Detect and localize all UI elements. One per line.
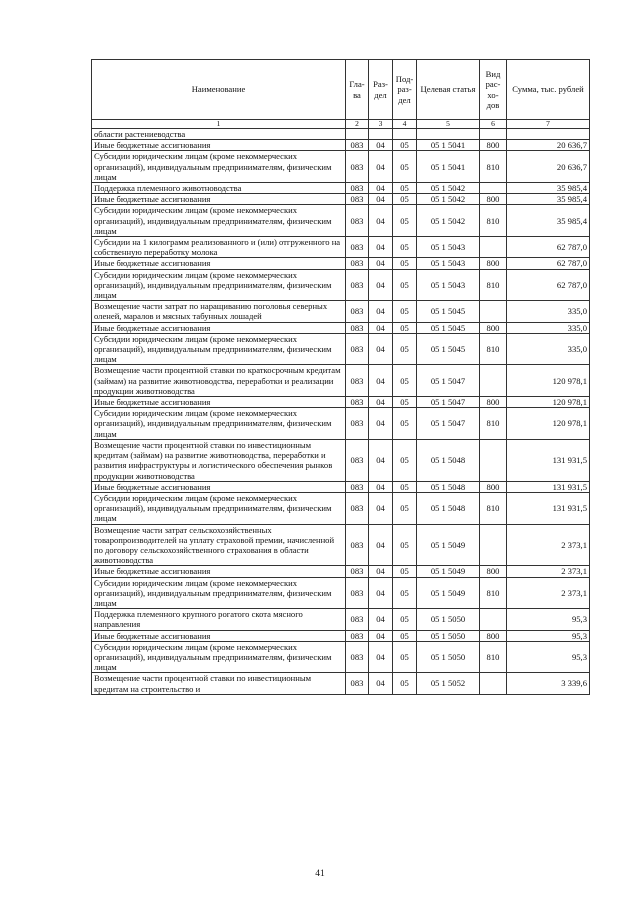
cell-razdel: 04 [369,183,393,194]
cell-name: Субсидии на 1 килограмм реализованного и (или) отгруженного на собственную переработку молока [92,237,346,258]
cell-statya: 05 1 5047 [417,408,480,440]
cell-statya: 05 1 5050 [417,630,480,641]
cell-razdel: 04 [369,408,393,440]
cell-glava: 083 [346,524,369,566]
cell-razdel: 04 [369,524,393,566]
cell-glava: 083 [346,183,369,194]
cell-podrazdel: 05 [393,641,417,673]
cell-name: Иные бюджетные ассигнования [92,630,346,641]
cell-summa: 120 978,1 [507,408,590,440]
cell-name: Возмещение части процентной ставки по инвестиционным кредитам на строительство и [92,673,346,694]
cell-summa: 335,0 [507,333,590,365]
cell-vid: 800 [480,258,507,269]
cell-podrazdel: 05 [393,333,417,365]
column-number: 5 [417,120,480,129]
cell-glava: 083 [346,205,369,237]
table-row [92,609,590,630]
cell-podrazdel: 05 [393,301,417,322]
cell-name: Субсидии юридическим лицам (кроме некоммерческих организаций), индивидуальным предпринимателям, физическим лицам [92,492,346,524]
cell-name: Возмещение части процентной ставки по инвестиционным кредитам (займам) на развитие животноводства, переработки и развития инфраструктуры и логистического обеспечения рынков продукции животноводства [92,439,346,481]
table-row [92,673,590,694]
column-number: 2 [346,120,369,129]
header-glava: Гла-ва [346,60,369,120]
cell-summa: 2 373,1 [507,566,590,577]
cell-razdel: 04 [369,673,393,694]
cell-podrazdel: 05 [393,365,417,397]
table-row [92,577,590,609]
cell-podrazdel: 05 [393,205,417,237]
cell-statya [417,129,480,140]
cell-vid [480,237,507,258]
cell-summa: 2 373,1 [507,524,590,566]
cell-podrazdel: 05 [393,237,417,258]
cell-vid: 800 [480,397,507,408]
cell-statya: 05 1 5050 [417,609,480,630]
cell-razdel [369,129,393,140]
cell-statya: 05 1 5052 [417,673,480,694]
cell-name: Иные бюджетные ассигнования [92,194,346,205]
cell-name: Поддержка племенного животноводства [92,183,346,194]
cell-razdel: 04 [369,322,393,333]
cell-podrazdel: 05 [393,609,417,630]
cell-statya: 05 1 5041 [417,140,480,151]
cell-vid [480,365,507,397]
cell-summa: 62 787,0 [507,258,590,269]
cell-podrazdel: 05 [393,408,417,440]
cell-razdel: 04 [369,269,393,301]
cell-name: Иные бюджетные ассигнования [92,566,346,577]
table-header-row [92,60,590,120]
header-summa: Сумма, тыс. рублей [507,60,590,120]
cell-name: Субсидии юридическим лицам (кроме некоммерческих организаций), индивидуальным предпринимателям, физическим лицам [92,577,346,609]
cell-statya: 05 1 5043 [417,237,480,258]
header-name: Наименование [92,60,346,120]
cell-glava: 083 [346,609,369,630]
cell-name: Субсидии юридическим лицам (кроме некоммерческих организаций), индивидуальным предпринимателям, физическим лицам [92,269,346,301]
cell-vid [480,129,507,140]
cell-glava: 083 [346,301,369,322]
cell-vid: 800 [480,630,507,641]
cell-glava: 083 [346,194,369,205]
table-row [92,524,590,566]
cell-razdel: 04 [369,258,393,269]
column-number: 4 [393,120,417,129]
cell-summa: 120 978,1 [507,365,590,397]
cell-statya: 05 1 5050 [417,641,480,673]
table-row [92,322,590,333]
cell-vid: 800 [480,481,507,492]
cell-podrazdel: 05 [393,566,417,577]
cell-vid: 810 [480,205,507,237]
cell-summa: 95,3 [507,609,590,630]
cell-summa: 120 978,1 [507,397,590,408]
cell-podrazdel: 05 [393,140,417,151]
header-vid: Вид рас-хо-дов [480,60,507,120]
cell-glava: 083 [346,481,369,492]
cell-podrazdel: 05 [393,183,417,194]
column-number: 1 [92,120,346,129]
cell-summa: 3 339,6 [507,673,590,694]
cell-glava: 083 [346,397,369,408]
cell-vid: 810 [480,333,507,365]
cell-name: Иные бюджетные ассигнования [92,258,346,269]
cell-vid: 800 [480,140,507,151]
cell-glava [346,129,369,140]
column-number: 3 [369,120,393,129]
cell-razdel: 04 [369,151,393,183]
cell-razdel: 04 [369,641,393,673]
cell-podrazdel: 05 [393,258,417,269]
cell-razdel: 04 [369,397,393,408]
table-row [92,129,590,140]
cell-razdel: 04 [369,333,393,365]
cell-podrazdel: 05 [393,194,417,205]
cell-razdel: 04 [369,609,393,630]
cell-vid [480,673,507,694]
page-number: 41 [315,869,325,879]
table-row [92,194,590,205]
cell-statya: 05 1 5045 [417,301,480,322]
table-row [92,237,590,258]
table-row [92,205,590,237]
cell-vid: 810 [480,577,507,609]
cell-statya: 05 1 5048 [417,439,480,481]
cell-name: Иные бюджетные ассигнования [92,481,346,492]
cell-podrazdel: 05 [393,269,417,301]
table-row [92,269,590,301]
cell-vid [480,439,507,481]
cell-name: Субсидии юридическим лицам (кроме некоммерческих организаций), индивидуальным предпринимателям, физическим лицам [92,408,346,440]
table-row [92,566,590,577]
cell-vid: 800 [480,322,507,333]
table-row [92,140,590,151]
cell-name: Иные бюджетные ассигнования [92,397,346,408]
cell-razdel: 04 [369,566,393,577]
cell-podrazdel: 05 [393,439,417,481]
cell-vid: 810 [480,151,507,183]
column-number-row [92,120,590,129]
header-podrazdel: Под-раз-дел [393,60,417,120]
cell-razdel: 04 [369,205,393,237]
cell-name: Возмещение части затрат сельскохозяйственных товаропроизводителей на уплату страховой премии, начисленной по договору сельскохозяйственного страхования в области животноводства [92,524,346,566]
header-razdel: Раз-дел [369,60,393,120]
table-row [92,151,590,183]
cell-glava: 083 [346,322,369,333]
cell-name: Иные бюджетные ассигнования [92,322,346,333]
header-statya: Целевая статья [417,60,480,120]
cell-summa: 95,3 [507,630,590,641]
cell-statya: 05 1 5048 [417,492,480,524]
cell-statya: 05 1 5045 [417,322,480,333]
cell-statya: 05 1 5049 [417,566,480,577]
cell-vid [480,183,507,194]
cell-glava: 083 [346,566,369,577]
cell-glava: 083 [346,630,369,641]
cell-vid: 810 [480,492,507,524]
cell-summa: 35 985,4 [507,183,590,194]
cell-name: Возмещение части процентной ставки по краткосрочным кредитам (займам) на развитие животноводства, переработки и реализации продукции животноводства [92,365,346,397]
cell-summa: 2 373,1 [507,577,590,609]
cell-summa: 131 931,5 [507,481,590,492]
cell-name: Субсидии юридическим лицам (кроме некоммерческих организаций), индивидуальным предпринимателям, физическим лицам [92,333,346,365]
cell-name: Субсидии юридическим лицам (кроме некоммерческих организаций), индивидуальным предпринимателям, физическим лицам [92,641,346,673]
cell-name: Возмещение части затрат по наращиванию поголовья северных оленей, маралов и мясных табунных лошадей [92,301,346,322]
cell-glava: 083 [346,258,369,269]
cell-summa: 62 787,0 [507,269,590,301]
table-body [92,129,590,695]
cell-name: Субсидии юридическим лицам (кроме некоммерческих организаций), индивидуальным предпринимателям, физическим лицам [92,205,346,237]
cell-statya: 05 1 5041 [417,151,480,183]
cell-statya: 05 1 5042 [417,205,480,237]
cell-statya: 05 1 5049 [417,577,480,609]
table-row [92,333,590,365]
cell-statya: 05 1 5045 [417,333,480,365]
cell-summa [507,129,590,140]
cell-podrazdel: 05 [393,322,417,333]
cell-glava: 083 [346,333,369,365]
cell-summa: 95,3 [507,641,590,673]
cell-glava: 083 [346,151,369,183]
table-row [92,397,590,408]
cell-vid: 810 [480,269,507,301]
cell-razdel: 04 [369,439,393,481]
cell-summa: 335,0 [507,322,590,333]
cell-vid: 800 [480,194,507,205]
cell-podrazdel: 05 [393,397,417,408]
cell-podrazdel: 05 [393,630,417,641]
cell-razdel: 04 [369,194,393,205]
cell-name: Субсидии юридическим лицам (кроме некоммерческих организаций), индивидуальным предпринимателям, физическим лицам [92,151,346,183]
cell-glava: 083 [346,408,369,440]
cell-glava: 083 [346,577,369,609]
cell-statya: 05 1 5042 [417,194,480,205]
cell-name: Поддержка племенного крупного рогатого скота мясного направления [92,609,346,630]
cell-podrazdel: 05 [393,673,417,694]
budget-table [91,59,590,695]
cell-statya: 05 1 5042 [417,183,480,194]
cell-razdel: 04 [369,301,393,322]
cell-statya: 05 1 5047 [417,397,480,408]
cell-razdel: 04 [369,481,393,492]
cell-razdel: 04 [369,577,393,609]
column-number: 6 [480,120,507,129]
cell-podrazdel: 05 [393,524,417,566]
cell-podrazdel: 05 [393,492,417,524]
cell-vid [480,609,507,630]
table-row [92,408,590,440]
cell-statya: 05 1 5048 [417,481,480,492]
cell-glava: 083 [346,439,369,481]
table-row [92,641,590,673]
table-row [92,492,590,524]
column-number: 7 [507,120,590,129]
cell-razdel: 04 [369,630,393,641]
cell-glava: 083 [346,365,369,397]
table-row [92,630,590,641]
cell-glava: 083 [346,269,369,301]
table-row [92,301,590,322]
cell-razdel: 04 [369,492,393,524]
cell-vid: 810 [480,408,507,440]
cell-razdel: 04 [369,365,393,397]
cell-summa: 20 636,7 [507,151,590,183]
cell-summa: 20 636,7 [507,140,590,151]
cell-glava: 083 [346,492,369,524]
cell-summa: 131 931,5 [507,492,590,524]
cell-statya: 05 1 5043 [417,258,480,269]
cell-podrazdel: 05 [393,151,417,183]
cell-summa: 131 931,5 [507,439,590,481]
cell-summa: 35 985,4 [507,205,590,237]
cell-name: области растениеводства [92,129,346,140]
cell-statya: 05 1 5047 [417,365,480,397]
table-row [92,258,590,269]
table-row [92,439,590,481]
cell-statya: 05 1 5043 [417,269,480,301]
cell-summa: 335,0 [507,301,590,322]
table-row [92,481,590,492]
table-row [92,365,590,397]
cell-vid [480,524,507,566]
cell-razdel: 04 [369,237,393,258]
cell-podrazdel: 05 [393,481,417,492]
cell-glava: 083 [346,140,369,151]
table-row [92,183,590,194]
cell-summa: 62 787,0 [507,237,590,258]
cell-summa: 35 985,4 [507,194,590,205]
cell-podrazdel [393,129,417,140]
cell-glava: 083 [346,237,369,258]
cell-glava: 083 [346,673,369,694]
cell-name: Иные бюджетные ассигнования [92,140,346,151]
cell-glava: 083 [346,641,369,673]
cell-vid: 800 [480,566,507,577]
cell-razdel: 04 [369,140,393,151]
cell-vid: 810 [480,641,507,673]
cell-vid [480,301,507,322]
cell-statya: 05 1 5049 [417,524,480,566]
cell-podrazdel: 05 [393,577,417,609]
